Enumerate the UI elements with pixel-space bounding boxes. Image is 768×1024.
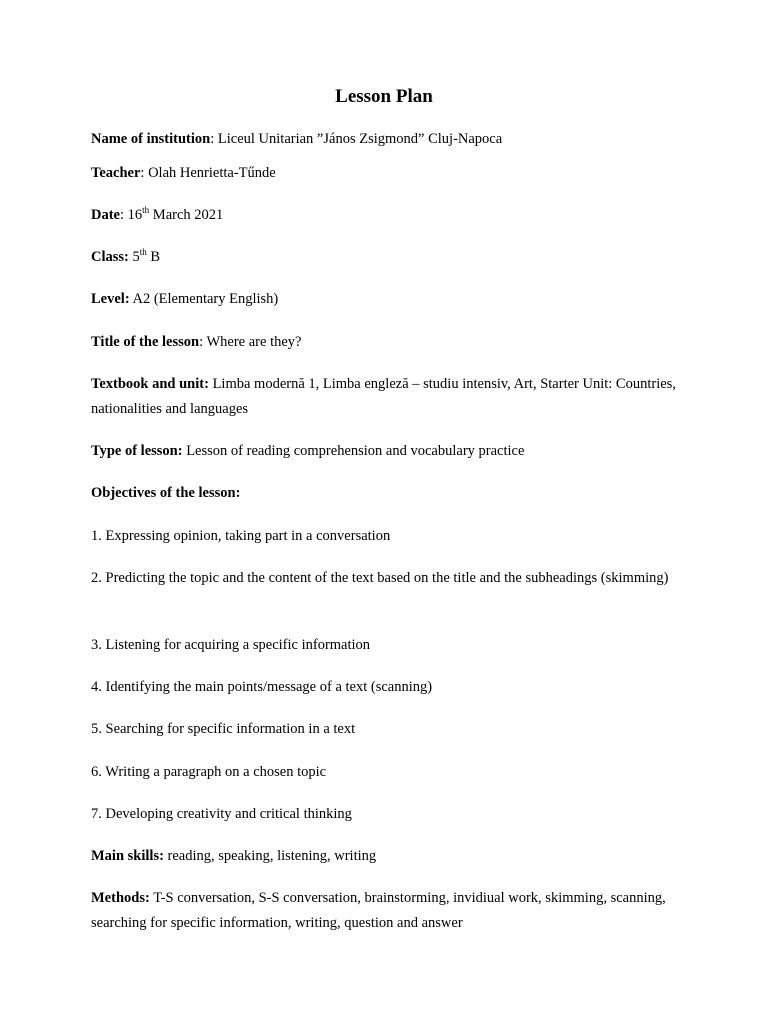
lesson-title-label: Title of the lesson [91, 334, 200, 350]
objective-item: 7. Developing creativity and critical thinking [91, 806, 352, 822]
objectives-heading-label: Objectives of the lesson: [91, 485, 241, 501]
separator: : [199, 334, 207, 350]
objective-item: 2. Predicting the topic and the content of the text based on the title and the subheadings (skimming) [91, 570, 669, 586]
teacher-line [91, 161, 681, 186]
date-suffix: th [142, 205, 150, 215]
class-suffix: th [139, 247, 147, 257]
level-line [91, 287, 681, 312]
textbook-value: Limba modernă 1, Limba engleză – studiu intensiv, Art, Starter Unit: Countries, nationalities and languages [91, 376, 676, 417]
methods-label: Methods: [91, 890, 150, 906]
class-line [91, 245, 681, 270]
objective-item: 3. Listening for acquiring a specific information [91, 637, 371, 653]
teacher-label: Teacher [91, 165, 141, 181]
textbook-line [91, 372, 681, 422]
lesson-type-line [91, 439, 681, 464]
lesson-type-value: Lesson of reading comprehension and vocabulary practice [186, 443, 525, 459]
skills-value: reading, speaking, listening, writing [167, 848, 377, 864]
class-num: 5 [132, 249, 140, 265]
objective-item: 6. Writing a paragraph on a chosen topic [91, 764, 327, 780]
skills-label: Main skills: [91, 848, 164, 864]
institution-value: Liceul Unitarian ”János Zsigmond” Cluj-Napoca [217, 131, 503, 147]
objective-item: 4. Identifying the main points/message of a text (scanning) [91, 679, 433, 695]
objective-item: 1. Expressing opinion, taking part in a conversation [91, 528, 391, 544]
lesson-title-value: Where are they? [206, 334, 302, 350]
class-rest: B [146, 249, 161, 265]
lesson-type-label: Type of lesson: [91, 443, 183, 459]
teacher-value: Olah Henrietta-Tűnde [148, 165, 276, 181]
separator: : [120, 207, 128, 223]
institution-line [91, 127, 681, 152]
date-line [91, 203, 681, 228]
methods-line [91, 886, 681, 936]
skills-line [91, 844, 681, 869]
level-label: Level: [91, 291, 130, 307]
lesson-title-line [91, 330, 681, 355]
separator: : [210, 131, 218, 147]
textbook-label: Textbook and unit: [91, 376, 209, 392]
date-label: Date [91, 207, 120, 223]
date-rest: March 2021 [149, 207, 224, 223]
objectives-heading [91, 481, 681, 506]
page-title: Lesson Plan [335, 86, 433, 107]
class-label: Class: [91, 249, 129, 265]
objective-item: 5. Searching for specific information in a text [91, 721, 356, 737]
methods-value: T-S conversation, S-S conversation, brainstorming, invidiual work, skimming, scanning, searching for specific information, writing, question and answer [91, 890, 666, 931]
date-day: 16 [127, 207, 143, 223]
separator: : [140, 165, 149, 181]
institution-label: Name of institution [91, 131, 211, 147]
level-value: A2 (Elementary English) [132, 291, 279, 307]
